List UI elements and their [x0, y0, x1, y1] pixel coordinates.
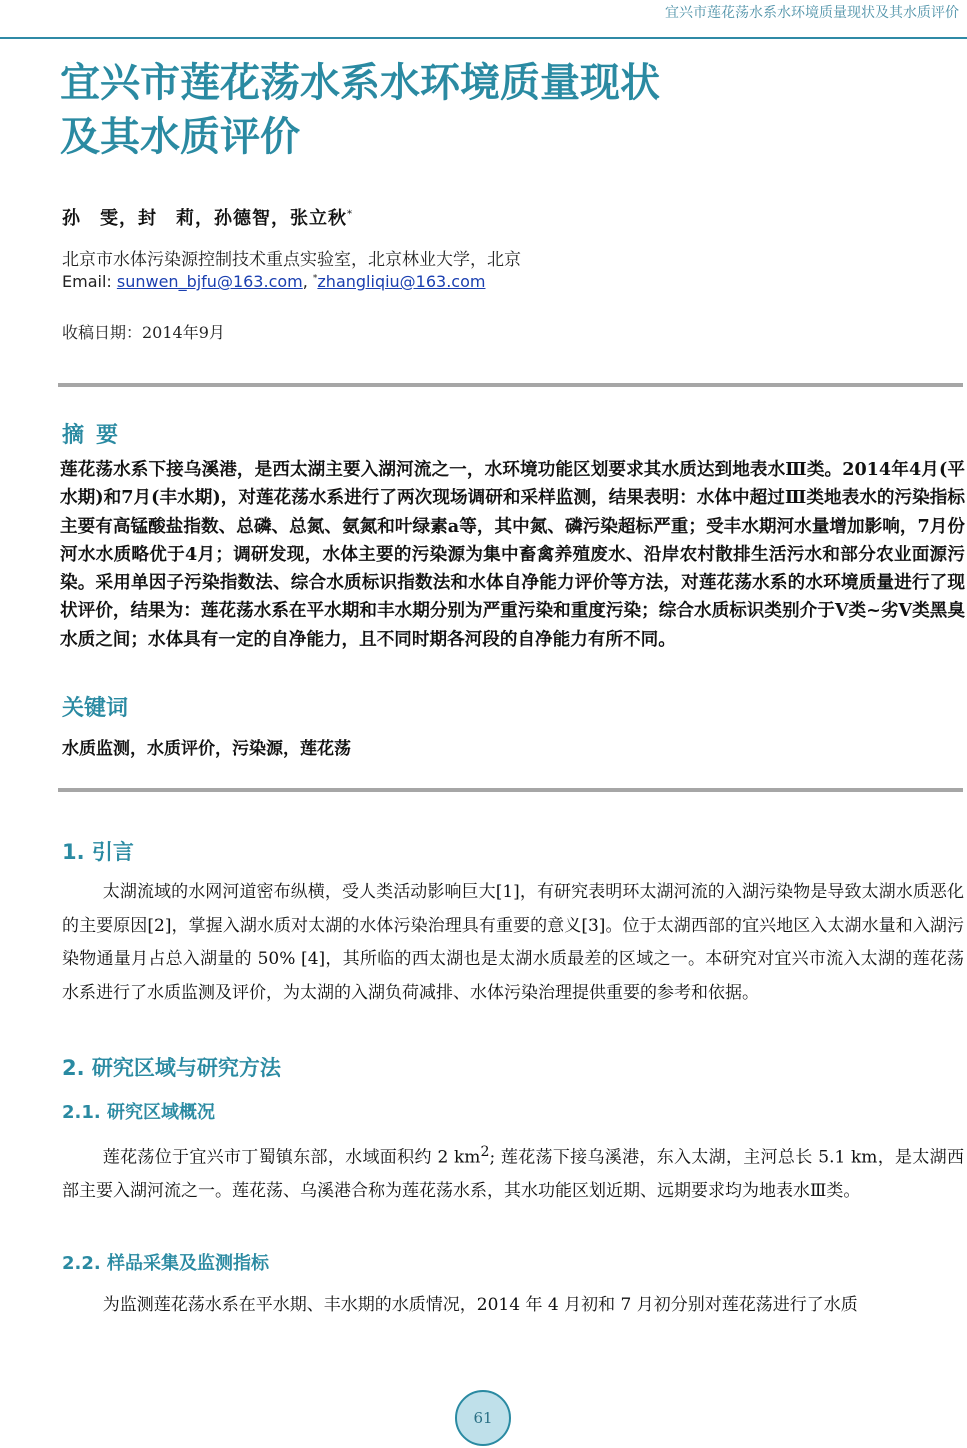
- authors-text: 孙 雯，封 莉，孙德智，张立秋: [62, 208, 347, 229]
- affiliation: 北京市水体污染源控制技术重点实验室，北京林业大学，北京: [62, 250, 521, 270]
- section-1-heading: 1. 引言: [62, 840, 134, 864]
- section-2-2-heading: 2.2. 样品采集及监测指标: [62, 1253, 269, 1274]
- page-number-badge: [455, 1390, 511, 1446]
- title-line-1: 宜兴市莲花荡水系水环境质量现状: [60, 60, 660, 106]
- section-2-heading: 2. 研究区域与研究方法: [62, 1056, 281, 1080]
- section-2-1-paragraph: [62, 1136, 964, 1209]
- running-head: 宜兴市莲花荡水系水环境质量现状及其水质评价: [665, 5, 959, 21]
- superscript-2: 2: [480, 1144, 490, 1160]
- email-link-2[interactable]: zhangliqiu@163.com: [317, 272, 486, 291]
- email-link-1[interactable]: sunwen_bjfu@163.com: [116, 272, 303, 291]
- email-line: [62, 272, 485, 291]
- section-2-2-paragraph: 为监测莲花荡水系在平水期、丰水期的水质情况，2014 年 4 月初和 7 月初分别对莲花荡进行了水质: [102, 1295, 858, 1315]
- abstract-text: 莲花荡水系下接乌溪港，是西太湖主要入湖河流之一，水环境功能区划要求其水质达到地表水Ⅲ类。2014年4月(平水期)和7月(丰水期)，对莲花荡水系进行了两次现场调研和采样监测，结果表明：水体中超过Ⅲ类地表水的污染指标主要有高锰酸盐指数、总磷、总氮、氨氮和叶绿素a等，其中氮、磷污染超标严重；受丰水期河水量增加影响，7月份河水水质略优于4月；调研发现，水体主要的污染源为集中畜禽养殖废水、沿岸农村散排生活污水和部分农业面源污染。采用单因子污染指数法、综合水质标识指数法和水体自净能力评价等方法，对莲花荡水系的水环境质量进行了现状评价，结果为：莲花荡水系在平水期和丰水期分别为严重污染和重度污染；综合水质标识类别介于Ⅴ类~劣Ⅴ类黑臭水质之间；水体具有一定的自净能力，且不同时期各河段的自净能力有所不同。: [60, 459, 965, 650]
- keywords-heading: 关键词: [62, 696, 129, 721]
- section-2-1-text-b: ; 莲花荡下接乌溪港，东入太湖，主河总长 5.1 km，是太湖西部主要入湖河流之一。莲花荡、乌溪港合称为莲花荡水系，其水功能区划近期、远期要求均为地表水Ⅲ类。: [62, 1147, 964, 1202]
- email-separator: ,: [302, 272, 313, 291]
- abstract-heading: 摘要: [62, 423, 131, 448]
- section-1-paragraph: 太湖流域的水网河道密布纵横，受人类活动影响巨大[1]，有研究表明环太湖河流的入湖污染物是导致太湖水质恶化的主要原因[2]，掌握入湖水质对太湖的水体污染治理具有重要的意义[3]。位于太湖西部的宜兴地区入太湖水量和入湖污染物通量月占总入湖量的 50% [4]，其所临的西太湖也是太湖水质最差的区域之一。本研究对宜兴市流入太湖的莲花荡水系进行了水质监测及评价，为太湖的入湖负荷减排、水体污染治理提供重要的参考和依据。: [62, 882, 964, 1003]
- section-2-1-heading: 2.1. 研究区域概况: [62, 1102, 215, 1123]
- divider-top: [58, 383, 963, 387]
- author-list: [62, 204, 353, 230]
- page-number: 61: [473, 1409, 493, 1427]
- keywords-text: 水质监测，水质评价，污染源，莲花荡: [62, 739, 351, 759]
- section-2-1-text-a: 莲花荡位于宜兴市丁蜀镇东部，水域面积约 2 km: [102, 1147, 481, 1168]
- received-date: 收稿日期：2014年9月: [62, 323, 225, 342]
- divider-bottom: [58, 788, 963, 792]
- article-title: [60, 56, 920, 164]
- header-rule: [0, 37, 967, 39]
- corresponding-mark: *: [347, 209, 353, 220]
- email-label: Email:: [62, 272, 117, 291]
- title-line-2: 及其水质评价: [60, 114, 300, 160]
- email-corresponding-mark: *: [312, 273, 318, 284]
